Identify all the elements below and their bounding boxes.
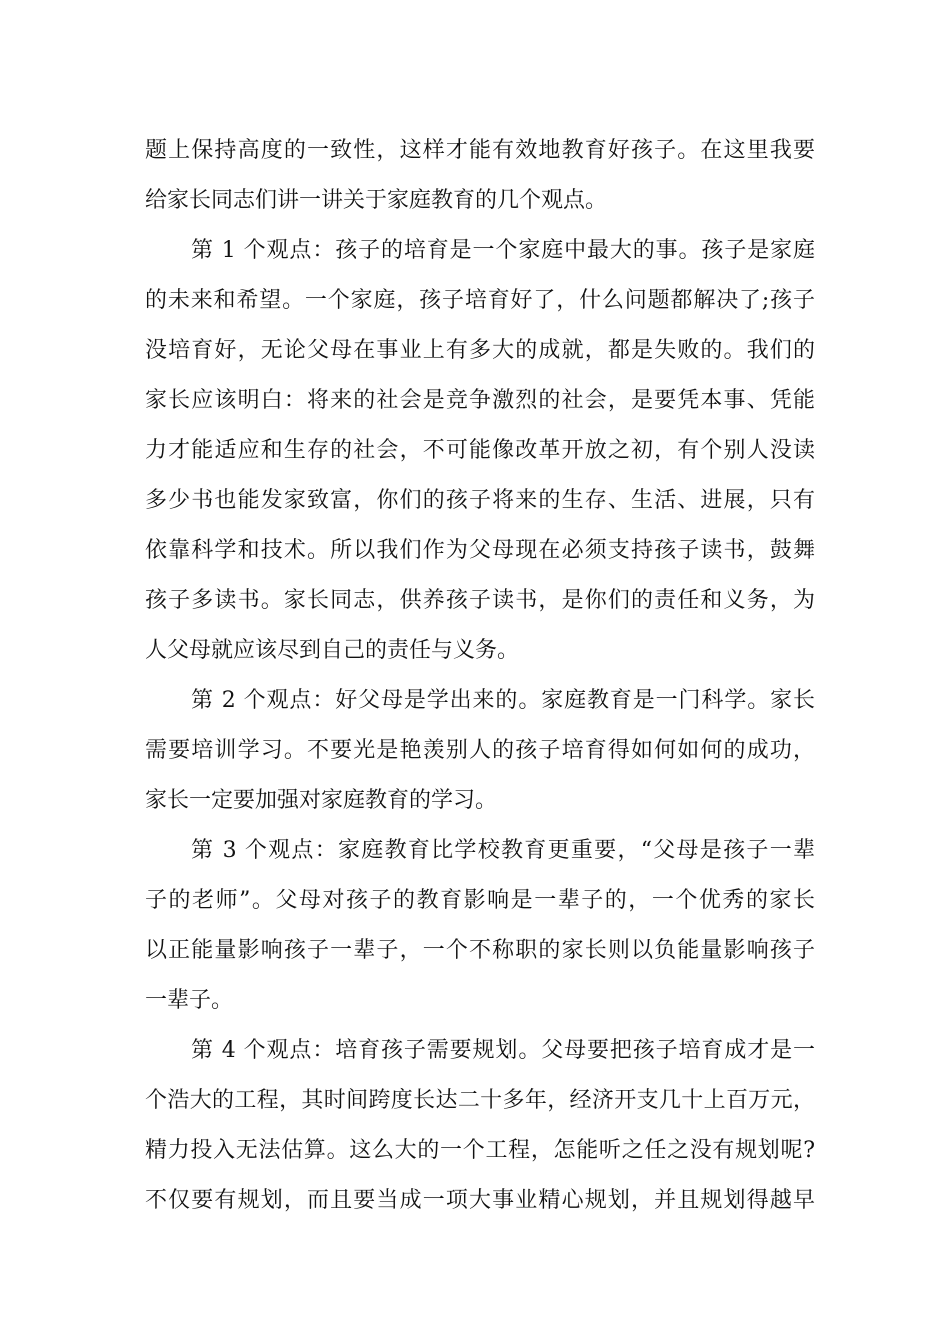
paragraph-first-line: 第 2 个观点：好父母是学出来的。家庭教育是一门科学。家长	[191, 688, 815, 713]
paragraph-first-line: 第 1 个观点：孩子的培育是一个家庭中最大的事。孩子是家庭	[191, 238, 815, 263]
text-line: 个浩大的工程，其时间跨度长达二十多年，经济开支几十上百万元，	[145, 1088, 815, 1113]
paragraph-first-line: 第 4 个观点：培育孩子需要规划。父母要把孩子培育成才是一	[191, 1038, 815, 1063]
text-line: 多少书也能发家致富，你们的孩子将来的生存、生活、进展，只有	[145, 488, 815, 513]
text-line: 给家长同志们讲一讲关于家庭教育的几个观点。	[145, 188, 608, 213]
text-line: 题上保持高度的一致性，这样才能有效地教育好孩子。在这里我要	[145, 138, 815, 163]
text-line: 子的老师”。父母对孩子的教育影响是一辈子的，一个优秀的家长	[145, 888, 815, 913]
paragraph-first-line: 第 3 个观点：家庭教育比学校教育更重要，“父母是孩子一辈	[191, 838, 815, 863]
text-line: 孩子多读书。家长同志，供养孩子读书，是你们的责任和义务，为	[145, 588, 815, 613]
text-line: 需要培训学习。不要光是艳羡别人的孩子培育得如何如何的成功，	[145, 738, 815, 763]
text-line: 的未来和希望。一个家庭，孩子培育好了，什么问题都解决了;孩子	[145, 288, 815, 313]
text-line: 不仅要有规划，而且要当成一项大事业精心规划，并且规划得越早	[145, 1188, 815, 1213]
text-line: 家长应该明白：将来的社会是竞争激烈的社会，是要凭本事、凭能	[145, 388, 815, 413]
text-line: 一辈子。	[145, 988, 234, 1013]
text-line: 依靠科学和技术。所以我们作为父母现在必须支持孩子读书，鼓舞	[145, 538, 815, 563]
text-line: 精力投入无法估算。这么大的一个工程，怎能听之任之没有规划呢?	[145, 1138, 815, 1163]
text-line: 没培育好，无论父母在事业上有多大的成就，都是失败的。我们的	[145, 338, 815, 363]
text-line: 家长一定要加强对家庭教育的学习。	[145, 788, 498, 813]
text-line: 人父母就应该尽到自己的责任与义务。	[145, 638, 520, 663]
text-line: 力才能适应和生存的社会，不可能像改革开放之初，有个别人没读	[145, 438, 815, 463]
text-line: 以正能量影响孩子一辈子，一个不称职的家长则以负能量影响孩子	[145, 938, 815, 963]
